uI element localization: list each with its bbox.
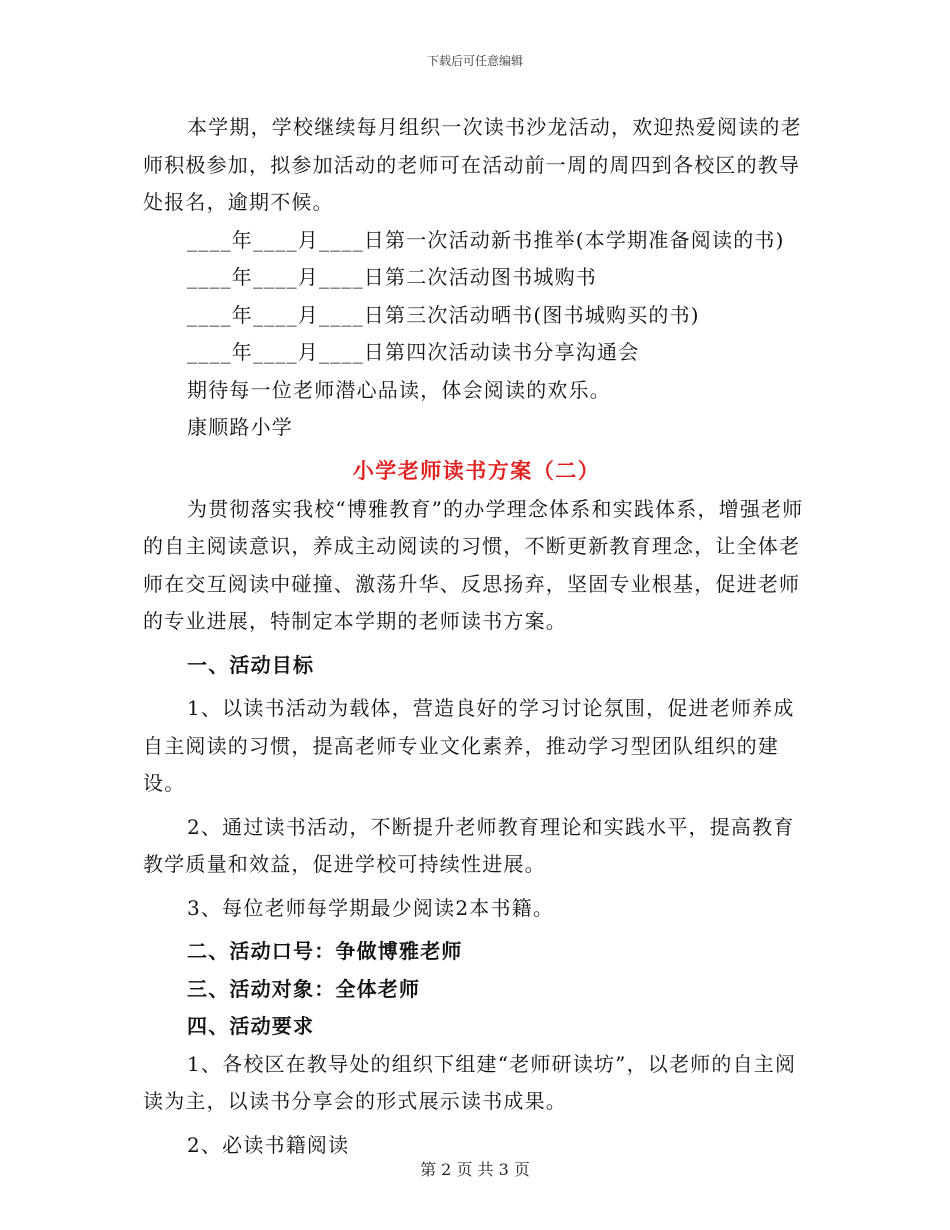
school-name: 康顺路小学 xyxy=(187,415,293,439)
goal-item-3: 3、每位老师每学期最少阅读2本书籍。 xyxy=(187,895,555,920)
heading-audience: 三、活动对象：全体老师 xyxy=(187,976,421,1001)
page-footer: 第 2 页 共 3 页 xyxy=(420,1160,530,1179)
intro-paragraph: 本学期，学校继续每月组织一次读书沙龙活动，欢迎热爱阅读的老师积极参加，拟参加活动的老师可在活动前一周的周四到各校区的教导处报名，逾期不候。 xyxy=(143,115,802,214)
schedule-item-3: ____年____月____日第三次活动晒书(图书城购买的书) xyxy=(187,302,700,327)
goal-item-1: 1、以读书活动为载体，营造良好的学习讨论氛围，促进老师养成自主阅读的习惯，提高老师专业文化素养，推动学习型团队组织的建设。 xyxy=(143,696,795,795)
schedule-item-2: ____年____月____日第二次活动图书城购书 xyxy=(187,265,597,289)
page-header: 下载后可任意编辑 xyxy=(426,54,523,68)
section-title: 小学老师读书方案（二） xyxy=(352,457,601,483)
requirement-item-1: 1、各校区在教导处的组织下组建“老师研读坊”，以老师的自主阅读为主，以读书分享会的形式展示读书成果。 xyxy=(143,1051,797,1113)
closing-line: 期待每一位老师潜心品读，体会阅读的欢乐。 xyxy=(187,377,611,402)
heading-requirements: 四、活动要求 xyxy=(187,1014,315,1038)
goal-item-2: 2、通过读书活动，不断提升老师教育理论和实践水平，提高教育教学质量和效益，促进学校可持续性进展。 xyxy=(143,814,795,876)
purpose-paragraph: 为贯彻落实我校“博雅教育”的办学理念体系和实践体系，增强老师的自主阅读意识，养成主动阅读的习惯，不断更新教育理念，让全体老师在交互阅读中碰撞、激荡升华、反思扬弃，坚固专业根基，促进老师的专业进展，特制定本学期的老师读书方案。 xyxy=(143,496,804,633)
requirement-item-2: 2、必读书籍阅读 xyxy=(187,1132,350,1157)
heading-goals: 一、活动目标 xyxy=(187,652,315,677)
schedule-item-1: ____年____月____日第一次活动新书推举(本学期准备阅读的书) xyxy=(187,227,785,252)
schedule-item-4: ____年____月____日第四次活动读书分享沟通会 xyxy=(187,340,640,364)
heading-slogan: 二、活动口号：争做博雅老师 xyxy=(187,939,463,963)
document-body xyxy=(143,109,810,1164)
